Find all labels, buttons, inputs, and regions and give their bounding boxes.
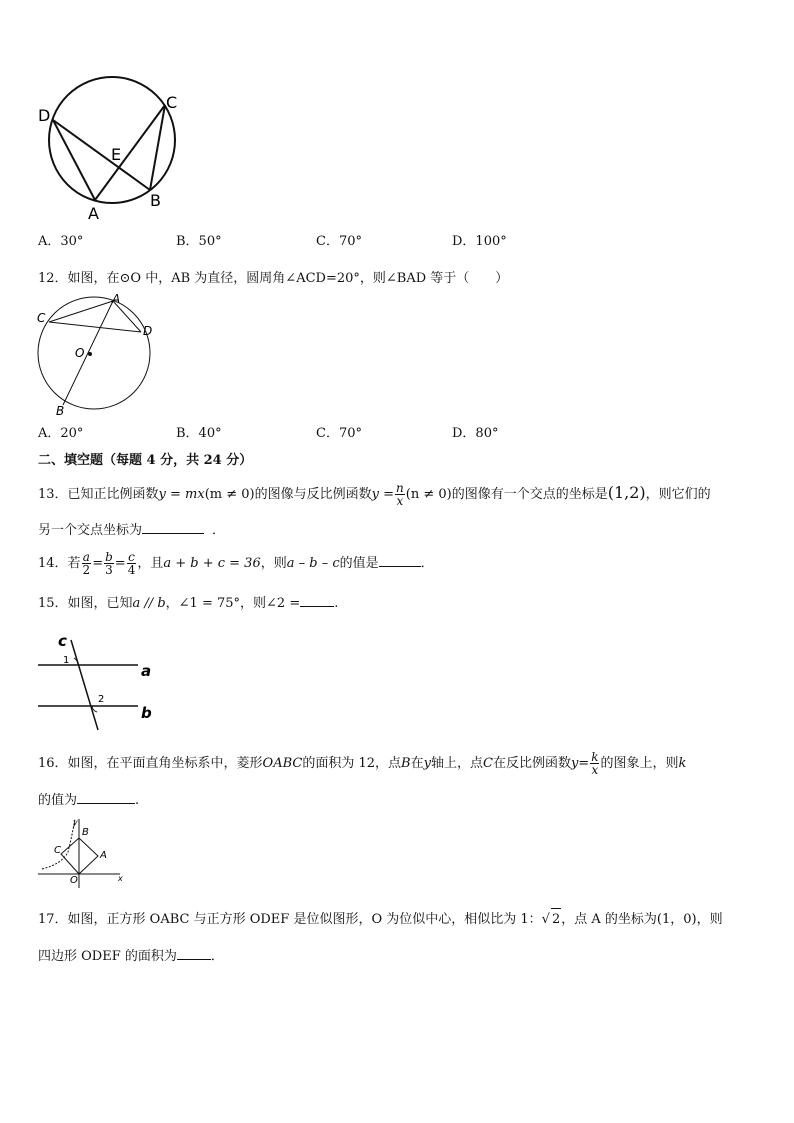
q12-option-c: C．70° bbox=[316, 426, 362, 441]
equals-sign: = bbox=[114, 556, 126, 571]
equals-sign: = bbox=[92, 556, 104, 571]
q11-option-d: D．100° bbox=[452, 234, 507, 249]
q15-line bbox=[38, 593, 338, 613]
q13-text-3: 的图像有一个交点的坐标是 bbox=[451, 487, 608, 502]
q11-option-c: C．70° bbox=[316, 234, 362, 249]
segment-CD bbox=[49, 322, 141, 332]
q14-text-1: 14．若 bbox=[38, 556, 81, 571]
q17-text-1: 17．如图，正方形 OABC 与正方形 ODEF 是位似图形，O 为位似中心，相似比为 1： bbox=[38, 912, 542, 927]
label-C: C bbox=[37, 311, 46, 325]
fraction-denominator: 2 bbox=[82, 563, 91, 577]
q12-question: 12．如图，在⊙O 中，AB 为直径，圆周角∠ACD=20°，则∠BAD 等于（ ） bbox=[38, 271, 509, 286]
label-x: x bbox=[118, 874, 123, 883]
segment-DB bbox=[53, 120, 150, 190]
answer-blank[interactable] bbox=[142, 520, 204, 534]
line-c bbox=[71, 640, 98, 730]
q14-line bbox=[38, 549, 434, 579]
q13-formula-1: y = mx bbox=[158, 487, 205, 502]
figure-q12 bbox=[34, 292, 160, 416]
q17-line1 bbox=[38, 908, 723, 931]
fraction-denominator: x bbox=[396, 494, 404, 508]
answer-blank[interactable] bbox=[77, 790, 135, 804]
q17-end: ． bbox=[210, 949, 224, 964]
q12-option-b: B．40° bbox=[176, 426, 222, 441]
q13-text-4: ，则它们的 bbox=[645, 487, 711, 502]
q14-text-3: ，则 bbox=[260, 556, 287, 571]
q13-text-5: 另一个交点坐标为 bbox=[38, 523, 143, 538]
label-A: A bbox=[100, 850, 107, 861]
q15-end: . bbox=[334, 596, 339, 611]
fraction-a bbox=[82, 551, 92, 576]
answer-blank[interactable] bbox=[177, 946, 211, 960]
q17-text-3: 四边形 ODEF 的面积为 bbox=[38, 949, 177, 964]
label-D: D bbox=[143, 324, 153, 338]
label-2: 2 bbox=[98, 694, 105, 705]
label-B: B bbox=[150, 191, 161, 210]
q16-text-3: 在 bbox=[410, 756, 424, 771]
q14-expr-2: a – b – c bbox=[286, 556, 340, 571]
q17-radicand: 2 bbox=[551, 908, 561, 931]
q12-option-a: A．20° bbox=[38, 426, 84, 441]
q16-point-C: C bbox=[482, 756, 493, 771]
q16-text-4: 轴上，点 bbox=[430, 756, 483, 771]
label-C: C bbox=[166, 93, 178, 112]
q13-fraction bbox=[395, 482, 405, 507]
q13-condition-1: (m ≠ 0) bbox=[204, 487, 255, 502]
q14-text-4: 的值是 bbox=[339, 556, 379, 571]
fraction-numerator: b bbox=[105, 550, 113, 564]
figure-q15 bbox=[34, 628, 164, 732]
circle bbox=[49, 77, 178, 203]
q14-text-2: ，且 bbox=[137, 556, 164, 571]
answer-blank[interactable] bbox=[379, 553, 421, 567]
segment-CA bbox=[49, 301, 113, 322]
q16-text-1: 16．如图，在平面直角坐标系中，菱形 bbox=[38, 756, 263, 771]
q12-option-d: D．80° bbox=[452, 426, 499, 441]
label-D: D bbox=[38, 106, 51, 125]
label-B: B bbox=[56, 404, 65, 416]
fraction-c bbox=[127, 551, 137, 576]
q13-text-1: 13．已知正比例函数 bbox=[38, 487, 159, 502]
q17-text-2: ，点 A 的坐标为(1，0)，则 bbox=[561, 912, 723, 927]
label-b: b bbox=[141, 704, 152, 722]
fraction-numerator: n bbox=[396, 481, 404, 495]
q16-line1 bbox=[38, 749, 686, 779]
center-point-O bbox=[88, 352, 92, 356]
label-E: E bbox=[111, 145, 122, 164]
label-c: c bbox=[58, 632, 67, 650]
section-heading: 二、填空题（每题 4 分，共 24 分） bbox=[38, 453, 253, 468]
q16-text-6: 的图象上，则 bbox=[600, 756, 679, 771]
q13-text-2: 的图像与反比例函数 bbox=[254, 487, 372, 502]
q16-rhombus: OABC bbox=[262, 756, 303, 771]
q13-condition-2: (n ≠ 0) bbox=[405, 487, 452, 502]
fraction-b bbox=[104, 551, 114, 576]
q16-text-5: 在反比例函数 bbox=[492, 756, 571, 771]
label-A: A bbox=[112, 292, 121, 306]
label-a: a bbox=[141, 662, 152, 680]
fraction-numerator: a bbox=[82, 550, 90, 564]
label-O: O bbox=[70, 875, 78, 886]
q13-formula-2: y = bbox=[371, 487, 395, 502]
q16-text-2: 的面积为 12，点 bbox=[302, 756, 402, 771]
label-O: O bbox=[75, 346, 85, 360]
q15-condition: a // b bbox=[132, 596, 166, 611]
label-B: B bbox=[82, 827, 89, 838]
q16-end: . bbox=[135, 793, 140, 808]
q11-option-b: B．50° bbox=[176, 234, 222, 249]
q16-line2 bbox=[38, 790, 139, 810]
q16-y: y bbox=[423, 756, 431, 771]
q13-line2 bbox=[38, 520, 225, 540]
fraction-numerator: c bbox=[128, 550, 135, 564]
q16-k: k bbox=[678, 756, 687, 771]
q14-end: ． bbox=[420, 556, 434, 571]
q14-expr-1: a + b + c = 36 bbox=[163, 556, 261, 571]
label-1: 1 bbox=[63, 655, 70, 666]
q13-line1 bbox=[38, 480, 711, 508]
q11-option-a: A．30° bbox=[38, 234, 84, 249]
figure-q16 bbox=[34, 816, 130, 890]
circle-O bbox=[38, 297, 153, 409]
label-A: A bbox=[88, 204, 99, 223]
q16-fraction bbox=[590, 751, 599, 776]
fraction-denominator: 3 bbox=[105, 563, 113, 577]
hyperbola-curve bbox=[42, 819, 75, 869]
segment-AB bbox=[63, 301, 113, 405]
q13-end: ． bbox=[212, 523, 226, 538]
figure-q11 bbox=[30, 76, 190, 224]
answer-blank[interactable] bbox=[300, 593, 334, 607]
q16-text-7: 的值为 bbox=[38, 793, 78, 808]
label-C: C bbox=[54, 845, 61, 856]
q16-point-B: B bbox=[401, 756, 411, 771]
fraction-denominator: 4 bbox=[127, 563, 136, 577]
fraction-denominator: x bbox=[591, 763, 599, 777]
sqrt-symbol: √ bbox=[541, 912, 550, 927]
q16-y-eq: y= bbox=[570, 756, 590, 771]
q15-text-1: 15．如图，已知 bbox=[38, 596, 133, 611]
fraction-numerator: k bbox=[591, 750, 599, 764]
q17-line2 bbox=[38, 946, 224, 966]
segment-DA bbox=[53, 120, 95, 200]
label-y: y bbox=[73, 818, 78, 827]
q13-point: (1,2) bbox=[607, 483, 646, 502]
q15-text-2: ，∠1 = 75°，则∠2 = bbox=[165, 596, 301, 611]
